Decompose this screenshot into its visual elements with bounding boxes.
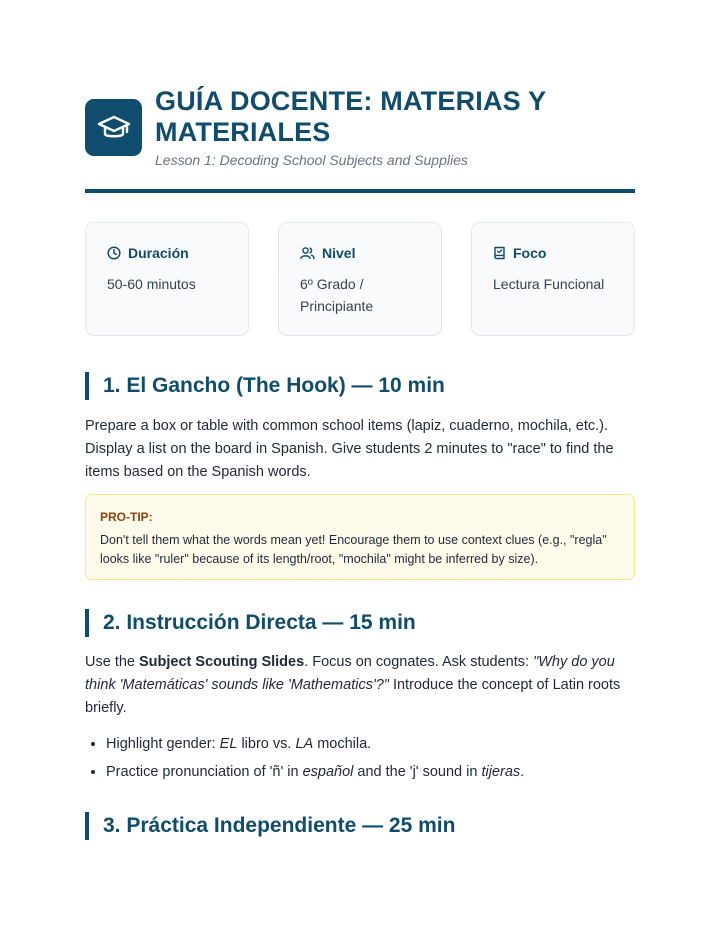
text-run: libro vs.	[237, 736, 296, 752]
text-run: and the 'j' sound in	[353, 764, 482, 780]
info-card-duration	[85, 222, 249, 336]
page-title: GUÍA DOCENTE: MATERIAS Y MATERIALES	[155, 86, 546, 147]
article-el: EL	[219, 736, 238, 752]
article-la: LA	[295, 736, 314, 752]
card-value: 50-60 minutos	[107, 276, 196, 292]
text-run: Use the	[85, 654, 139, 670]
card-value: Lectura Funcional	[493, 276, 605, 292]
section-title-hook: 1. El Gancho (The Hook) — 10 min	[85, 372, 635, 400]
text-run: Highlight gender:	[106, 736, 220, 752]
text-run: Practice pronunciation of 'ñ' in	[106, 764, 303, 780]
users-icon	[300, 246, 315, 260]
document-header	[85, 86, 635, 168]
card-label: Foco	[513, 245, 547, 261]
header-divider	[85, 189, 635, 193]
pro-tip-text: Don't tell them what the words mean yet! Encourage them to use context clues (e.g., "regla" looks like "ruler" because of its length/root, "mochila" might be inferred by size).	[100, 533, 607, 566]
direct-instruction-paragraph	[85, 651, 637, 720]
word-tijeras: tijeras	[481, 764, 521, 780]
hook-paragraph: Prepare a box or table with common school items (lapiz, cuaderno, mochila, etc.). Display a list on the board in Spanish. Give students 2 minutes to "race" to find the items based on the Spanish words.	[85, 418, 614, 480]
section-title-direct-instruction: 2. Instrucción Directa — 15 min	[85, 609, 635, 637]
info-card-level	[278, 222, 442, 336]
word-espanol: español	[302, 764, 354, 780]
slides-name: Subject Scouting Slides	[139, 654, 305, 670]
card-label: Duración	[128, 245, 189, 261]
book-icon	[493, 246, 506, 260]
page-subtitle: Lesson 1: Decoding School Subjects and Supplies	[155, 152, 468, 168]
info-card-focus	[471, 222, 635, 336]
card-label: Nivel	[322, 245, 356, 261]
graduation-cap-icon	[85, 99, 142, 156]
pro-tip-callout	[85, 494, 635, 580]
section-title-independent-practice: 3. Práctica Independiente — 25 min	[85, 812, 635, 840]
text-run: . Focus on cognates. Ask students:	[304, 654, 534, 670]
clock-icon	[107, 246, 121, 260]
text-run: .	[520, 764, 525, 780]
student-question: "Why do you think 'Matemáticas' sounds like 'Mathematics'?"	[85, 654, 615, 693]
card-value: 6º Grado / Principiante	[300, 276, 374, 314]
instruction-bullet-list	[85, 733, 656, 789]
text-run: mochila.	[313, 736, 372, 752]
list-item	[106, 733, 656, 756]
info-cards	[85, 222, 635, 336]
pro-tip-label: PRO-TIP:	[100, 510, 153, 524]
text-run: Introduce the concept of Latin roots briefly.	[85, 677, 621, 716]
list-item	[106, 761, 656, 784]
